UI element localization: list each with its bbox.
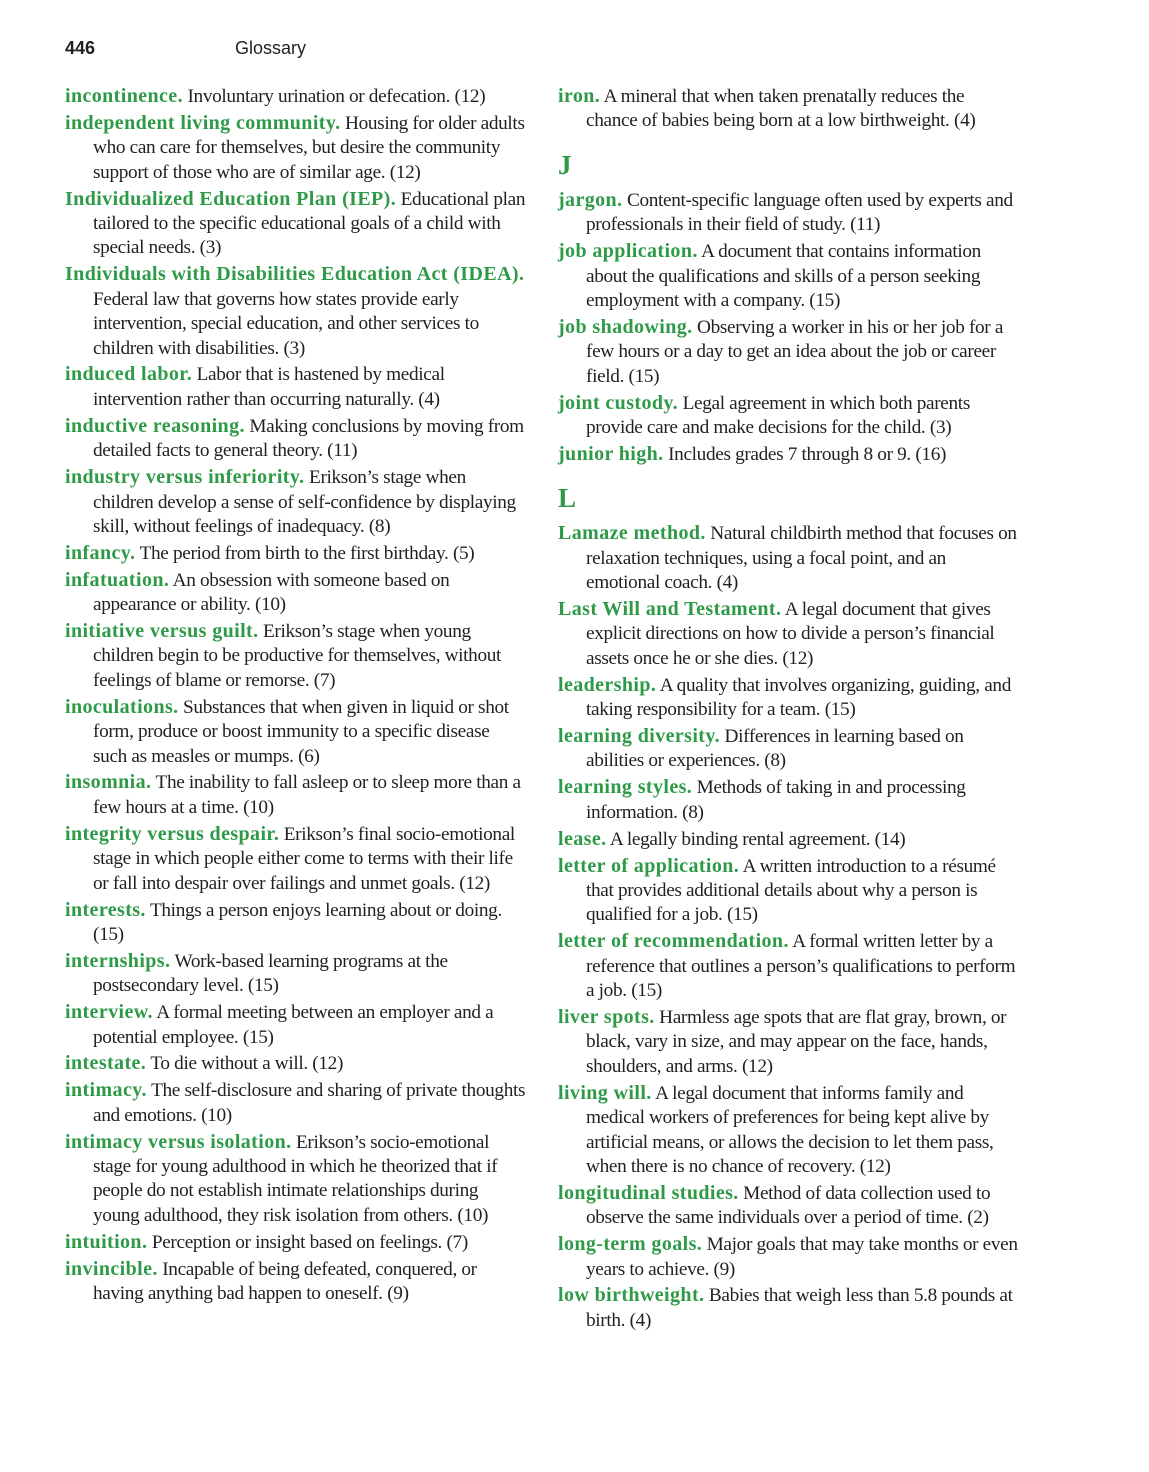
glossary-definition: The self-disclosure and sharing of private thoughts and emotions. (10)	[93, 1080, 526, 1126]
glossary-definition: Federal law that governs how states provide early intervention, special education, and other services to children with disabilities. (3)	[93, 288, 479, 359]
glossary-entry	[558, 442, 1020, 467]
glossary-entry	[65, 1000, 527, 1050]
glossary-entry	[65, 898, 527, 948]
glossary-term: invincible.	[65, 1257, 158, 1280]
glossary-definition: Work-based learning programs at the postsecondary level. (15)	[93, 950, 448, 997]
glossary-term: integrity versus despair.	[65, 822, 280, 845]
glossary-definition: Making conclusions by moving from detailed facts to general theory. (11)	[93, 415, 524, 462]
glossary-definition: Natural childbirth method that focuses on relaxation techniques, using a focal point, and an emotional coach. (4)	[586, 523, 1017, 594]
glossary-term: interview.	[65, 1001, 153, 1024]
glossary-entry	[65, 1257, 527, 1307]
running-title: Glossary	[235, 38, 307, 58]
glossary-entry	[65, 187, 527, 261]
glossary-entry	[558, 239, 1020, 313]
glossary-term: leadership.	[558, 673, 657, 696]
glossary-term: Lamaze method.	[558, 522, 706, 545]
glossary-term: industry versus inferiority.	[65, 466, 305, 489]
glossary-term: intimacy versus isolation.	[65, 1130, 292, 1153]
glossary-term: job application.	[558, 240, 698, 263]
glossary-definition: Incapable of being defeated, conquered, or having anything bad happen to oneself. (9)	[93, 1258, 477, 1305]
glossary-definition: Erikson’s stage when young children begin to be productive for themselves, without feelings of blame or remorse. (7)	[93, 621, 502, 691]
glossary-entry	[65, 465, 527, 539]
glossary-term: junior high.	[558, 442, 664, 465]
glossary-entry	[65, 362, 527, 412]
left-column	[65, 84, 527, 1308]
glossary-entry	[65, 770, 527, 820]
glossary-entry	[65, 619, 527, 693]
glossary-definition: Major goals that may take months or even years to achieve. (9)	[586, 1234, 1018, 1280]
glossary-definition: Labor that is hastened by medical intervention rather than occurring naturally. (4)	[93, 364, 445, 410]
glossary-definition: Babies that weigh less than 5.8 pounds at birth. (4)	[586, 1285, 1013, 1331]
glossary-entry	[65, 1051, 527, 1076]
glossary-definition: Perception or insight based on feelings. (7)	[151, 1231, 468, 1253]
glossary-term: Individualized Education Plan (IEP).	[65, 187, 397, 210]
glossary-term: insomnia.	[65, 771, 152, 794]
glossary-term: inductive reasoning.	[65, 414, 245, 437]
glossary-entry	[558, 521, 1020, 595]
glossary-term: independent living community.	[65, 111, 341, 134]
glossary-entry	[558, 775, 1020, 825]
glossary-term: letter of recommendation.	[558, 930, 789, 953]
glossary-entry	[65, 568, 527, 618]
glossary-entry	[65, 949, 527, 999]
glossary-definition: A quality that involves organizing, guiding, and taking responsibility for a team. (15)	[586, 674, 1011, 721]
glossary-term: joint custody.	[558, 391, 679, 414]
glossary-entry	[558, 1283, 1020, 1333]
glossary-definition: Involuntary urination or defecation. (12)	[187, 86, 486, 107]
glossary-term: intestate.	[65, 1052, 147, 1075]
glossary-entry	[558, 1181, 1020, 1231]
glossary-definition: A formal meeting between an employer and a potential employee. (15)	[93, 1002, 494, 1048]
glossary-term: intimacy.	[65, 1079, 147, 1102]
glossary-entry	[558, 597, 1020, 671]
glossary-definition: Differences in learning based on abilities or experiences. (8)	[586, 726, 964, 772]
glossary-entry	[558, 854, 1020, 928]
glossary-definition: Erikson’s stage when children develop a sense of self-confidence by displaying skill, without feelings of inadequacy. (8)	[93, 467, 516, 537]
glossary-term: iron.	[558, 85, 601, 107]
glossary-term: liver spots.	[558, 1006, 655, 1028]
glossary-entry	[558, 391, 1020, 441]
glossary-entry	[558, 315, 1020, 389]
glossary-entry	[65, 84, 527, 109]
glossary-term: initiative versus guilt.	[65, 620, 259, 643]
glossary-term: infatuation.	[65, 568, 170, 591]
glossary-definition: Harmless age spots that are flat gray, brown, or black, vary in size, and may appear on the face, hands, shoulders, and arms. (12)	[586, 1007, 1007, 1077]
glossary-entry	[558, 84, 1020, 134]
glossary-term: jargon.	[558, 188, 623, 211]
glossary-definition: A legally binding rental agreement. (14)	[609, 828, 906, 850]
glossary-entry	[65, 541, 527, 566]
glossary-term: lease.	[558, 827, 607, 850]
glossary-term: living will.	[558, 1081, 652, 1104]
glossary-term: Individuals with Disabilities Education Act (IDEA).	[65, 263, 525, 286]
glossary-term: intuition.	[65, 1230, 148, 1253]
glossary-term: learning styles.	[558, 776, 693, 799]
glossary-term: long-term goals.	[558, 1233, 703, 1256]
glossary-entry	[558, 1081, 1020, 1180]
glossary-term: infancy.	[65, 541, 136, 564]
glossary-definition: Erikson’s final socio-emotional stage in which people either come to terms with their life or fall into despair over failings and unmet goals. (12)	[93, 823, 515, 894]
glossary-definition: Things a person enjoys learning about or doing. (15)	[93, 899, 502, 945]
glossary-entry	[65, 822, 527, 896]
glossary-entry	[558, 929, 1020, 1003]
glossary-definition: Includes grades 7 through 8 or 9. (16)	[668, 443, 947, 465]
glossary-term: Last Will and Testament.	[558, 598, 782, 620]
glossary-entry	[65, 695, 527, 769]
glossary-definition: A formal written letter by a reference that outlines a person’s qualifications to perform a job. (15)	[586, 931, 1016, 1002]
section-letter: J	[558, 149, 572, 180]
glossary-term: job shadowing.	[558, 315, 693, 338]
glossary-definition: Legal agreement in which both parents provide care and make decisions for the child. (3)	[586, 392, 970, 438]
glossary-entry	[558, 1232, 1020, 1282]
glossary-entry	[65, 111, 527, 185]
page-number: 446	[65, 38, 96, 58]
glossary-definition: Content-specific language often used by experts and professionals in their field of study. (11)	[586, 189, 1013, 236]
right-column	[558, 84, 1020, 1335]
glossary-definition: A legal document that informs family and medical workers of preferences for being kept alive by artificial means, or allows the decision to let them pass, when there is no chance of recovery. (12)	[586, 1082, 994, 1177]
glossary-entry	[65, 262, 527, 361]
glossary-definition: An obsession with someone based on appearance or ability. (10)	[93, 569, 450, 616]
glossary-definition: A mineral that when taken prenatally reduces the chance of babies being born at a low birthweight. (4)	[586, 86, 976, 132]
glossary-term: inoculations.	[65, 695, 179, 718]
glossary-definition: The inability to fall asleep or to sleep more than a few hours at a time. (10)	[93, 772, 521, 818]
glossary-definition: Substances that when given in liquid or shot form, produce or boost immunity to a specific disease such as measles or mumps. (6)	[93, 696, 509, 767]
glossary-definition: Method of data collection used to observe the same individuals over a period of time. (2)	[586, 1182, 991, 1229]
glossary-term: learning diversity.	[558, 725, 721, 748]
glossary-term: induced labor.	[65, 363, 193, 386]
glossary-definition: A legal document that gives explicit directions on how to divide a person’s financial assets once he or she dies. (12)	[586, 599, 995, 669]
glossary-definition: To die without a will. (12)	[150, 1053, 344, 1075]
glossary-definition: Educational plan tailored to the specific educational goals of a child with special needs. (3)	[93, 188, 526, 259]
glossary-term: incontinence.	[65, 85, 183, 107]
glossary-entry	[558, 1005, 1020, 1079]
glossary-term: interests.	[65, 898, 146, 921]
glossary-definition: Observing a worker in his or her job for a few hours or a day to get an idea about the job or career field. (15)	[586, 316, 1004, 387]
glossary-term: letter of application.	[558, 854, 740, 877]
glossary-definition: Housing for older adults who can care for themselves, but desire the community support of those who are of similar age. (12)	[93, 112, 525, 183]
glossary-entry	[558, 673, 1020, 723]
glossary-term: longitudinal studies.	[558, 1181, 739, 1204]
glossary-entry	[558, 188, 1020, 238]
glossary-entry	[65, 1130, 527, 1229]
section-letter: L	[558, 483, 577, 514]
glossary-term: low birthweight.	[558, 1284, 705, 1307]
glossary-entry	[558, 827, 1020, 852]
glossary-definition: Methods of taking in and processing information. (8)	[586, 777, 966, 823]
glossary-entry	[65, 1078, 527, 1128]
glossary-term: internships.	[65, 949, 171, 972]
glossary-definition: Erikson’s socio-emotional stage for young adulthood in which he theorized that if people do not establish intimate relationships during young adulthood, they risk isolation from others. (10)	[93, 1131, 498, 1226]
glossary-entry	[65, 1230, 527, 1255]
glossary-definition: The period from birth to the first birthday. (5)	[139, 542, 475, 564]
glossary-definition: A written introduction to a résumé that provides additional details about why a person is qualified for a job. (15)	[586, 855, 996, 926]
glossary-definition: A document that contains information about the qualifications and skills of a person seeking employment with a company. (15)	[586, 241, 981, 311]
glossary-entry	[65, 414, 527, 464]
glossary-entry	[558, 724, 1020, 774]
